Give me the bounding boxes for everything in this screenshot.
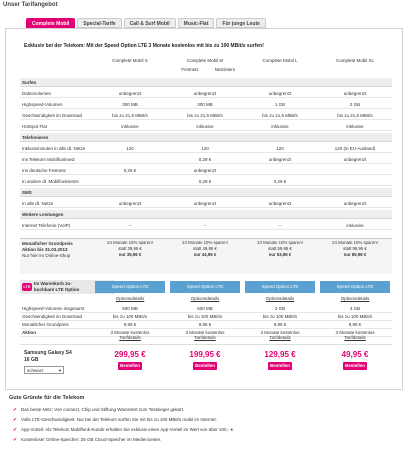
price-m-l2: statt 49,95 € <box>193 246 217 251</box>
row-label: Weitere Leistungen <box>22 212 64 217</box>
table-cell: unbegrenzt <box>343 157 367 162</box>
check-icon: ✔ <box>13 417 18 423</box>
row-label: In alle dt. Netze <box>22 201 54 206</box>
lte-option-m[interactable]: Speed Option LTE <box>170 281 240 293</box>
row-label: Ins deutsche Festnetz <box>22 168 67 173</box>
reasons-title: Gute Gründe für die Telekom <box>9 395 85 401</box>
price-label-2: Aktion bis 31.03.2013 <box>22 247 68 252</box>
table-cell: 9,95 € <box>348 322 362 327</box>
price-l-l2: statt 59,95 € <box>268 246 292 251</box>
table-row <box>20 122 392 131</box>
optionsdetails-link-xl[interactable]: Optionsdetails <box>340 296 370 301</box>
row-label: Internet Telefonie (VoIP) <box>22 223 71 228</box>
price-l-l1: 24 Monate 10% sparen! <box>257 240 303 245</box>
check-icon: ✔ <box>13 437 18 443</box>
table-cell: 9,95 € <box>123 322 137 327</box>
row-label: Highspeed-Volumen insgesamt <box>22 306 85 311</box>
table-cell: 0,29 € <box>198 179 212 184</box>
order-button-xl[interactable]: Bestellen <box>344 363 365 368</box>
price-label-3: Nur hier im Online-Shop <box>22 253 71 258</box>
table-cell: bis zu 100 MBit/s <box>112 314 148 319</box>
table-cell: bis zu 21,6 MBit/s <box>262 113 298 118</box>
lte-option-s[interactable]: Speed Option LTE <box>95 281 165 293</box>
order-button-s[interactable]: Bestellen <box>119 363 140 368</box>
table-row <box>20 155 392 164</box>
tab-junge-leute[interactable]: Für junge Leute <box>216 18 266 28</box>
section-row <box>20 133 392 142</box>
divider <box>20 344 392 345</box>
device-price-s: 299,95 € <box>114 350 146 359</box>
price-s-l3: nur 35,96 € <box>118 252 142 257</box>
table-cell: -- <box>203 223 207 228</box>
table-cell: -- <box>128 223 132 228</box>
table-cell: inklusive <box>121 124 139 129</box>
device-name-1: Samsung Galaxy S4 <box>24 350 72 356</box>
reasons-panel <box>5 393 403 450</box>
table-cell: unbegrenzt <box>268 201 292 206</box>
section-row <box>20 78 392 87</box>
price-xl-l3: nur 89,96 € <box>343 252 367 257</box>
table-cell: unbegrenzt <box>118 201 142 206</box>
table-row <box>20 166 392 175</box>
table-cell: inklusive <box>346 124 364 129</box>
tarifdetails-link-m[interactable]: Tarifdetails <box>194 335 216 340</box>
device-price-m: 199,95 € <box>189 350 221 359</box>
table-cell: 300 MB <box>197 102 213 107</box>
table-cell: inklusive <box>346 223 364 228</box>
table-cell: -- <box>278 223 282 228</box>
row-label: Datenvolumen <box>22 91 52 96</box>
table-cell: 0,29 € <box>198 157 212 162</box>
tab-complete-mobil[interactable]: Complete Mobil <box>26 18 75 28</box>
section-row <box>20 188 392 197</box>
table-cell: 3 Monate kostenlos <box>110 330 150 335</box>
table-cell: 9,95 € <box>273 322 287 327</box>
tariff-tabs <box>26 18 266 28</box>
lte-option-row <box>20 280 392 294</box>
table-cell: 3 Monate kostenlos <box>185 330 225 335</box>
tab-call-surf-mobil[interactable]: Call & Surf Mobil <box>124 18 176 28</box>
row-label: Geschwindigkeit im Download <box>22 113 83 118</box>
column-header-xl: Complete Mobil XL <box>335 58 375 63</box>
row-label: HotSpot Flat <box>22 124 48 129</box>
table-cell: 3 Monate kostenlos <box>335 330 375 335</box>
table-cell: 120 <box>201 146 209 151</box>
tab-special-tarife[interactable]: Special-Tarife <box>77 18 121 28</box>
reason-3: App-Vorteil: Als Telekom Mobilfunk-Kunde erhalten Sie exklusiv einen App-Vorteil im Wert von über 100,- €. <box>21 427 235 432</box>
price-label-1: Monatlicher Grundpreis <box>22 241 73 246</box>
optionsdetails-link-s[interactable]: Optionsdetails <box>115 296 145 301</box>
device-price-xl: 49,95 € <box>341 350 369 359</box>
column-header-l: Complete Mobil L <box>262 58 298 63</box>
price-s-l1: 24 Monate 10% sparen! <box>107 240 153 245</box>
price-l-l3: nur 53,96 € <box>268 252 292 257</box>
table-cell: 120 <box>126 146 134 151</box>
table-row <box>20 111 392 120</box>
column-header-m: Complete Mobil M <box>186 58 224 63</box>
row-label: Ins Telekom Mobilfunknetz <box>22 157 75 162</box>
lte-label-1: Im Warenkorb zu- <box>34 281 72 286</box>
table-cell: 1 GB <box>274 102 286 107</box>
table-cell: bis zu 21,6 MBit/s <box>112 113 148 118</box>
table-cell: inklusive <box>271 124 289 129</box>
price-label <box>22 241 73 259</box>
table-cell: 9,95 € <box>198 322 212 327</box>
chevron-down-icon: ▼ <box>58 368 62 373</box>
price-l <box>245 240 315 258</box>
row-label: Aktion <box>22 330 36 335</box>
table-cell: bis zu 21,6 MBit/s <box>187 113 223 118</box>
row-label: Highspeed-Volumen <box>22 102 63 107</box>
reason-1: Das beste Netz: Von connect, Chip und Stiftung Warentest zum Testsieger gekürt. <box>21 407 185 412</box>
table-cell: unbegrenzt <box>193 168 217 173</box>
table-cell: unbegrenzt <box>193 201 217 206</box>
table-cell: inklusive <box>196 124 214 129</box>
color-select[interactable] <box>24 366 64 374</box>
table-row <box>20 144 392 153</box>
promo-text: Exklusiv bei der Telekom: Mit der Speed Option LTE 3 Monate kostenlos mit bis zu 100 MBit/s surfen! <box>24 43 264 49</box>
price-m <box>170 240 240 258</box>
tarifdetails-link-xl[interactable]: Tarifdetails <box>344 335 366 340</box>
section-row <box>20 210 392 219</box>
tab-music-flat[interactable]: Music-Flat <box>178 18 215 28</box>
table-cell: 3 Monate kostenlos <box>260 330 300 335</box>
table-row <box>20 199 392 208</box>
table-cell: bis zu 100 MBit/s <box>337 314 373 319</box>
table-cell: bis zu 21,6 MBit/s <box>337 113 373 118</box>
table-cell: unbegrenzt <box>193 91 217 96</box>
price-m-l1: 24 Monate 10% sparen! <box>182 240 228 245</box>
lte-label-2: buchbare LTE Option <box>34 287 80 292</box>
table-cell: 120 <box>276 146 284 151</box>
table-row <box>20 89 392 98</box>
lte-option-xl[interactable]: Speed Option LTE <box>320 281 390 293</box>
column-header-s: Complete Mobil S <box>112 58 148 63</box>
table-cell: 0,29 € <box>123 168 137 173</box>
column-sub-festnetz: Festnetz <box>181 67 199 72</box>
row-label: Surfen <box>22 80 37 85</box>
table-cell: 0,29 € <box>273 179 287 184</box>
price-row <box>20 238 392 274</box>
reason-4: Kostenloser Online-Speicher: 25 GB Cloud-Speicher im Mediencenter. <box>21 437 162 442</box>
tarifdetails-link-l[interactable]: Tarifdetails <box>269 335 291 340</box>
check-icon: ✔ <box>13 407 18 413</box>
row-label: Inklusivminuten in alle dt. Netze <box>22 146 86 151</box>
price-xl-l2: statt 99,95 € <box>343 246 367 251</box>
order-button-l[interactable]: Bestellen <box>269 363 290 368</box>
price-xl <box>320 240 390 258</box>
table-cell: 600 MB <box>122 306 138 311</box>
row-label: SMS <box>22 190 32 195</box>
table-cell: unbegrenzt <box>343 201 367 206</box>
lte-label <box>34 281 79 293</box>
row-label: Telefonieren <box>22 135 49 140</box>
reason-2: Volle LTE-Geschwindigkeit: Nur bei der Telekom surfen Sie mit bis zu 100 MBit/s mobil im Internet. <box>21 417 217 422</box>
table-cell: 4 GB <box>349 306 361 311</box>
lte-icon: LTE <box>23 284 31 289</box>
table-cell: 600 MB <box>197 306 213 311</box>
device-name-2: 16 GB <box>24 357 39 363</box>
table-cell: unbegrenzt <box>268 157 292 162</box>
price-s-l2: statt 39,95 € <box>118 246 142 251</box>
table-cell: unbegrenzt <box>118 91 142 96</box>
table-cell: unbegrenzt <box>268 91 292 96</box>
row-label: In andere dt. Mobilfunknetze <box>22 179 79 184</box>
table-row <box>20 100 392 109</box>
table-cell: bis zu 100 MBit/s <box>262 314 298 319</box>
row-label: Geschwindigkeit im Download <box>22 314 83 319</box>
section-title: Unser Tarifangebot <box>3 2 58 8</box>
device-price-l: 129,95 € <box>264 350 296 359</box>
tarifdetails-link-s[interactable]: Tarifdetails <box>119 335 141 340</box>
optionsdetails-link-m[interactable]: Optionsdetails <box>190 296 220 301</box>
table-row <box>20 177 392 186</box>
table-cell: unbegrenzt <box>343 91 367 96</box>
table-row <box>20 221 392 230</box>
optionsdetails-link-l[interactable]: Optionsdetails <box>265 296 295 301</box>
row-label: Monatlicher Grundpreis <box>22 322 69 327</box>
order-button-m[interactable]: Bestellen <box>194 363 215 368</box>
table-cell: 120 (in EU-Ausland) <box>334 146 376 151</box>
device-name <box>24 350 72 364</box>
table-cell: 300 MB <box>122 102 138 107</box>
price-xl-l1: 24 Monate 10% sparen! <box>332 240 378 245</box>
price-s <box>95 240 165 258</box>
column-sub-netzintern: Netzintern <box>214 67 236 72</box>
lte-option-l[interactable]: Speed Option LTE <box>245 281 315 293</box>
check-icon: ✔ <box>13 427 18 433</box>
color-select-value: schwarz <box>27 368 44 373</box>
table-cell: bis zu 100 MBit/s <box>187 314 223 319</box>
table-cell: 2 GB <box>349 102 361 107</box>
table-cell: 2 GB <box>274 306 286 311</box>
price-m-l3: nur 44,95 € <box>193 252 217 257</box>
